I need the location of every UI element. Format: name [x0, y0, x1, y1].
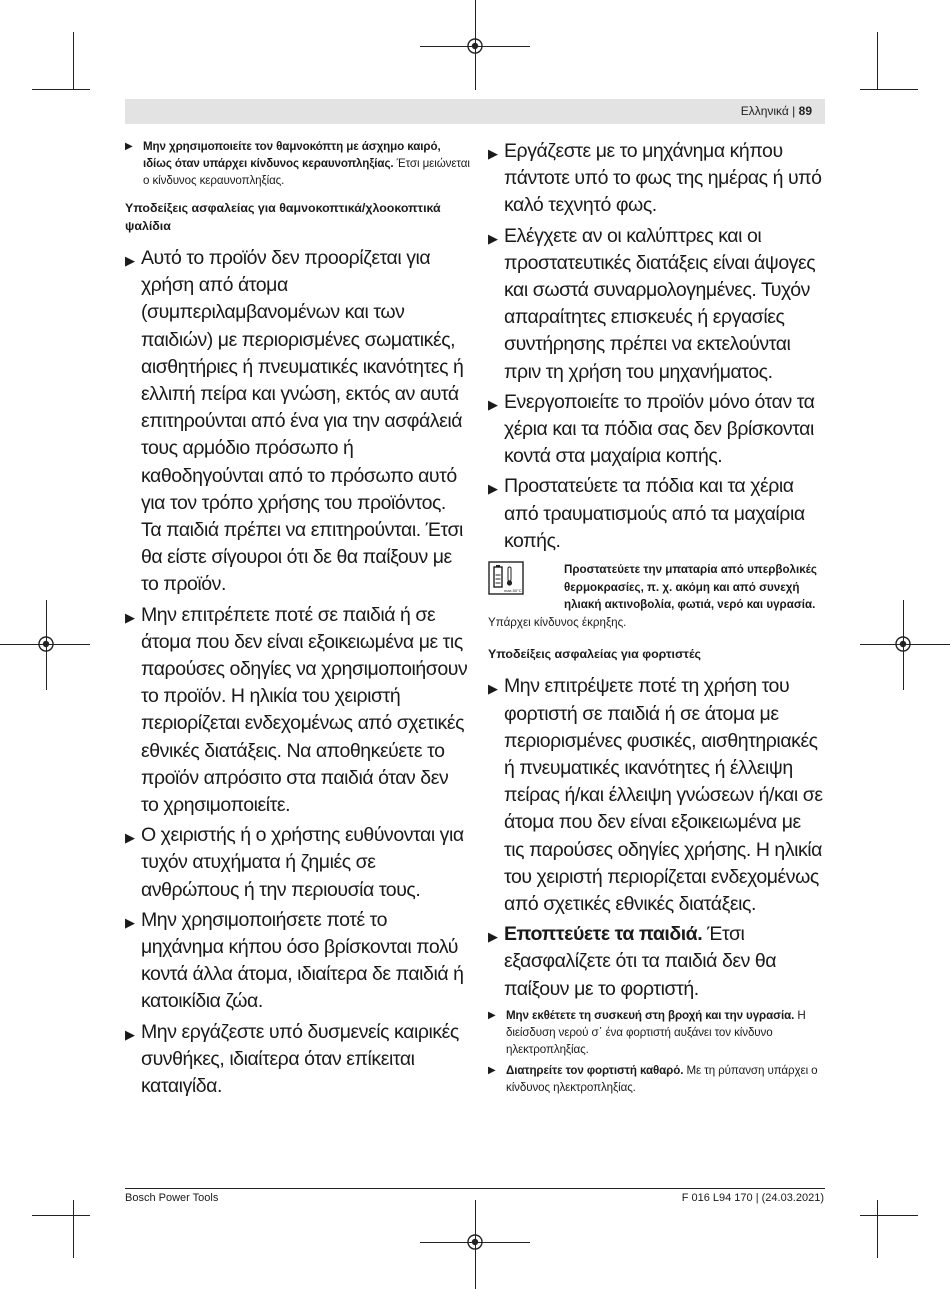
- crop-mark: [860, 1215, 918, 1216]
- item-text: Μην χρησιμοποιήσετε ποτέ το μηχάνημα κήπου όσο βρίσκονται πολύ κοντά άλλα άτομα, ιδιαίτερα δε παιδιά ή κατοικίδια ζώα.: [141, 908, 464, 1013]
- list-item: [488, 1007, 825, 1058]
- right-column: [488, 138, 825, 1106]
- item-text: Μην εργάζεστε υπό δυσμενείς καιρικές συνθήκες, ιδιαίτερα όταν επίκειται καταιγίδα.: [141, 1020, 459, 1098]
- crop-mark: [73, 32, 74, 90]
- registration-mark-icon: [37, 635, 55, 653]
- list-item: [488, 473, 825, 555]
- warning-text: Υπάρχει κίνδυνος έκρηξης.: [488, 615, 627, 629]
- section-heading: Υποδείξεις ασφαλείας για θαμνοκοπτικά/χλοοκοπτικά ψαλίδια: [125, 201, 441, 233]
- item-text: Ενεργοποιείτε το προϊόν μόνο όταν τα χέρια και τα πόδια σας δεν βρίσκονται κοντά στα μαχαίρια κοπής.: [504, 390, 815, 468]
- item-text: Προστατεύετε τα πόδια και τα χέρια από τραυματισμούς από τα μαχαίρια κοπής.: [504, 475, 805, 552]
- list-item: [125, 602, 470, 820]
- list-item: [125, 245, 470, 599]
- bullet-triangle-icon: ▶: [488, 146, 498, 161]
- battery-warning: [488, 561, 825, 631]
- list-item: [125, 1019, 470, 1101]
- bullet-triangle-icon: ▶: [488, 1064, 496, 1076]
- crop-mark: [32, 1215, 90, 1216]
- registration-mark-icon: [466, 1233, 484, 1251]
- list-item: [488, 1062, 825, 1096]
- list-item: [488, 389, 825, 471]
- item-text: Ο χειριστής ή ο χρήστης ευθύνονται για τυχόν ατυχήματα ή ζημιές σε ανθρώπους ή την περιουσία τους.: [141, 824, 464, 901]
- item-text: Έτσι μειώνεται ο κίνδυνος κεραυνοπληξίας.: [143, 157, 470, 187]
- registration-mark-icon: [894, 635, 912, 653]
- crop-mark: [877, 32, 878, 90]
- list-item: [488, 223, 825, 386]
- bullet-triangle-icon: ▶: [125, 609, 135, 625]
- list-item: [125, 138, 470, 189]
- crop-mark: [877, 1200, 878, 1258]
- header-bar: [125, 99, 825, 124]
- list-item: [488, 138, 825, 220]
- list-item: [488, 673, 825, 918]
- item-bold-text: Μην χρησιμοποιείτε τον θαμνοκόπτη με άσχημο καιρό, ιδίως όταν υπάρχει κίνδυνος κεραυνοπληξίας.: [143, 140, 441, 170]
- header-separator: |: [792, 104, 796, 118]
- item-text: Ελέγχετε αν οι καλύπτρες και οι προστατευτικές διατάξεις είναι άψογες και σωστά συναρμολογημένες. Τυχόν απαραίτητες επισκευές ή εργασίες συντήρησης πρέπει να εκτελούνται πριν τη χρήση του μηχανήματος.: [504, 224, 816, 383]
- bullet-triangle-icon: ▶: [125, 1026, 135, 1042]
- bullet-triangle-icon: ▶: [125, 141, 133, 152]
- item-text: Μην επιτρέψετε ποτέ τη χρήση του φορτιστή σε παιδιά ή σε άτομα με περιορισμένες φυσικές, αισθητηριακές ή πνευματικές ικανότητες ή έλλειψη πείρας ή/και έλλειψη γνώσεων ή/και σε άτομα που δεν είναι εξοικειωμένα με τις παρούσες οδηγίες χρήσης. Η ηλικία του χειριστή περιορίζεται ενδεχομένως από σχετικές εθνικές διατάξεις.: [504, 675, 823, 916]
- bullet-triangle-icon: ▶: [125, 253, 135, 268]
- section-heading: Υποδείξεις ασφαλείας για φορτιστές: [488, 647, 701, 662]
- item-text: Με τη ρύπανση υπάρχει ο κίνδυνος ηλεκτροπληξίας.: [506, 1063, 818, 1094]
- registration-mark-icon: [466, 37, 484, 55]
- bullet-triangle-icon: ▶: [488, 396, 498, 412]
- bullet-triangle-icon: ▶: [488, 481, 498, 497]
- page-header: [741, 104, 812, 118]
- item-text: Εργάζεστε με το μηχάνημα κήπου πάντοτε υπό το φως της ημέρας ή υπό καλό τεχνητό φως.: [504, 140, 822, 217]
- item-text: Η διείσδυση νερού σ᾽ ένα φορτιστή αυξάνει τον κίνδυνο ηλεκτροπληξίας.: [506, 1008, 806, 1056]
- bullet-triangle-icon: ▶: [125, 830, 135, 846]
- list-item: [125, 822, 470, 904]
- bullet-triangle-icon: ▶: [488, 929, 498, 945]
- footer-left: Bosch Power Tools: [125, 1192, 219, 1204]
- item-bold-text: Μην εκθέτετε τη συσκευή στη βροχή και την υγρασία.: [506, 1008, 795, 1022]
- item-text: Αυτό το προϊόν δεν προορίζεται για χρήση από άτομα (συμπεριλαμβανομένων και των παιδιών) με περιορισμένες σωματικές, αισθητήριες ή πνευματικές ικανότητες ή ελλιπή πείρα και γνώση, εκτός αν αυτά επιτηρούνται από ένα για την ασφάλειά τους αρμόδιο πρόσωπο ή καθοδηγούνται από το πρόσωπο αυτό για τον τρόπο χρήσης του προϊόντος. Τα παιδιά πρέπει να επιτηρούνται. Έτσι θα είστε σίγουροι ότι δε θα παίξουν με το προϊόν.: [141, 247, 464, 596]
- list-item: [488, 921, 825, 1003]
- bullet-triangle-icon: ▶: [125, 914, 135, 930]
- header-language: Ελληνικά: [740, 104, 789, 118]
- icon-label: max.50°C: [504, 588, 522, 594]
- footer-right: F 016 L94 170 | (24.03.2021): [681, 1192, 824, 1204]
- page-number: 89: [798, 104, 812, 118]
- crop-mark: [32, 89, 90, 90]
- footer-rule: [125, 1188, 825, 1189]
- bullet-triangle-icon: ▶: [488, 1009, 496, 1021]
- battery-temperature-icon: [488, 561, 524, 595]
- crop-mark: [860, 89, 918, 90]
- item-bold-text: Διατηρείτε τον φορτιστή καθαρό.: [506, 1063, 684, 1077]
- item-bold-text: Εποπτεύετε τα παιδιά.: [504, 923, 703, 946]
- bullet-triangle-icon: ▶: [488, 230, 498, 246]
- item-text: Έτσι εξασφαλίζετε ότι τα παιδιά δεν θα παίξουν με το φορτιστή.: [504, 923, 777, 1000]
- warning-bold-text-flow: Προστατεύετε την μπαταρία από υπερβολικές θερμοκρασίες, π. χ. ακόμη και από συνεχή ηλιακή ακτινοβολία, φωτιά, νερό και υγρασία.: [564, 563, 817, 612]
- left-column: [125, 138, 470, 1103]
- item-text: Μην επιτρέπετε ποτέ σε παιδιά ή σε άτομα που δεν είναι εξοικειωμένα με τις παρούσες οδηγίες να χρησιμοποιήσουν το προϊόν. Η ηλικία του χειριστή περιορίζεται ενδεχομένως από σχετικές εθνικές διατάξεις. Να αποθηκεύετε το προϊόν απρόσιτο στα παιδιά όταν δεν το χρησιμοποιείτε.: [141, 603, 468, 817]
- crop-mark: [73, 1200, 74, 1258]
- bullet-triangle-icon: ▶: [488, 681, 498, 697]
- list-item: [125, 907, 470, 1016]
